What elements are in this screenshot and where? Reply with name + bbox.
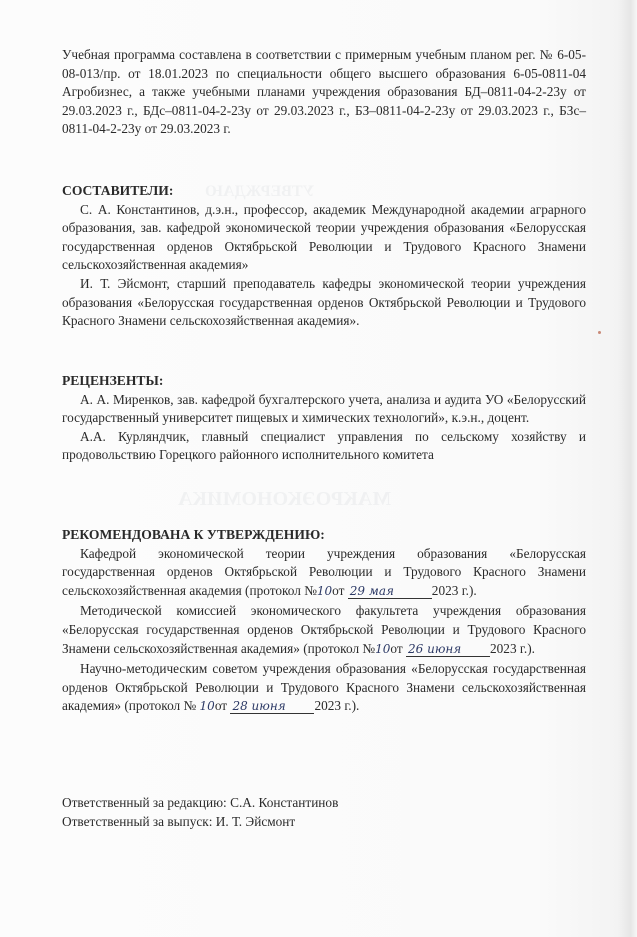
recommendation-item bbox=[62, 545, 586, 601]
responsible-section bbox=[62, 794, 586, 831]
reviewers-section bbox=[62, 372, 586, 465]
year-suffix: 2023 г.). bbox=[314, 698, 360, 714]
recommendation-item bbox=[62, 602, 586, 658]
recommendation-text: Методической комиссией экономического факультета учреждения образования «Белорусская государственная орденов Октябрьской Революции и Трудового Красного Знамени сельскохозяйственная академия» (протокол № bbox=[62, 603, 586, 656]
compilers-section bbox=[62, 182, 586, 331]
from-word: от bbox=[390, 640, 403, 656]
year-suffix: 2023 г.). bbox=[431, 582, 477, 598]
compilers-heading: СОСТАВИТЕЛИ: bbox=[62, 183, 174, 198]
handwritten-date: 26 июня bbox=[406, 642, 490, 657]
responsible-release: Ответственный за выпуск: И. Т. Эйсмонт bbox=[62, 813, 296, 829]
protocol-number: 10 bbox=[199, 699, 215, 714]
intro-paragraph bbox=[62, 46, 586, 139]
recommended-section bbox=[62, 526, 586, 716]
intro-text: Учебная программа составлена в соответствии с примерным учебным планом рег. № 6-05-08-013/пр. от 18.01.2023 по специальности общего высшего образования 6-05-0811-04 Агробизнес, а также учебными планами учреждения образования БД–0811-04-2-23у от 29.03.2023 г., БДс–0811-04-2-23у от 29.03.2023 г., БЗ–0811-04-2-23у от 29.03.2023 г., БЗс–0811-04-2-23у от 29.03.2023 г. bbox=[62, 47, 586, 137]
handwritten-date: 29 мая bbox=[348, 584, 432, 599]
protocol-number: 10 bbox=[316, 583, 333, 598]
handwritten-date: 28 июня bbox=[230, 699, 314, 714]
bleed-through-title: МАКРОЭКОНОМИКА bbox=[178, 488, 392, 510]
recommended-heading: РЕКОМЕНДОВАНА К УТВЕРЖДЕНИЮ: bbox=[62, 527, 325, 542]
reviewer-item: А. А. Миренков, зав. кафедрой бухгалтерского учета, анализа и аудита УО «Белорусский государственный университет пищевых и химических технологий», к.э.н., доцент. bbox=[62, 391, 586, 426]
from-word: от bbox=[214, 698, 228, 714]
protocol-number: 10 bbox=[375, 641, 391, 656]
reviewers-heading: РЕЦЕНЗЕНТЫ: bbox=[62, 373, 164, 388]
reviewer-item: А.А. Курляндчик, главный специалист управления по сельскому хозяйству и продовольствию Горецкого районного исполнительного комитета bbox=[62, 428, 586, 463]
year-suffix: 2023 г.). bbox=[490, 640, 535, 656]
recommendation-item bbox=[62, 660, 586, 716]
from-word: от bbox=[332, 582, 345, 598]
ink-spot bbox=[598, 331, 601, 334]
recommendation-text: Научно-методическим советом учреждения образования «Белорусская государственная орденов Октябрьской Революции и Трудового Красного Знамени сельскохозяйственная академия» (протокол № bbox=[62, 661, 586, 714]
compiler-item: С. А. Константинов, д.э.н., профессор, академик Международной академии аграрного образования, зав. кафедрой экономической теории учреждения образования «Белорусская государственная орденов Октябрьской Революции и Трудового Красного Знамени сельскохозяйственная академия» bbox=[62, 201, 586, 273]
compiler-item: И. Т. Эйсмонт, старший преподаватель кафедры экономической теории учреждения образования «Белорусская государственная орденов Октябрьской Революции и Трудового Красного Знамени сельскохозяйственная академия». bbox=[62, 275, 586, 329]
bleed-through-stamp: УТВЕРЖДАЮ bbox=[205, 183, 315, 200]
recommendation-text: Кафедрой экономической теории учреждения образования «Белорусская государственная орденов Октябрьской Революции и Трудового Красного Знамени сельскохозяйственная академия (протокол № bbox=[62, 545, 586, 598]
responsible-editing: Ответственный за редакцию: С.А. Константинов bbox=[62, 795, 339, 810]
